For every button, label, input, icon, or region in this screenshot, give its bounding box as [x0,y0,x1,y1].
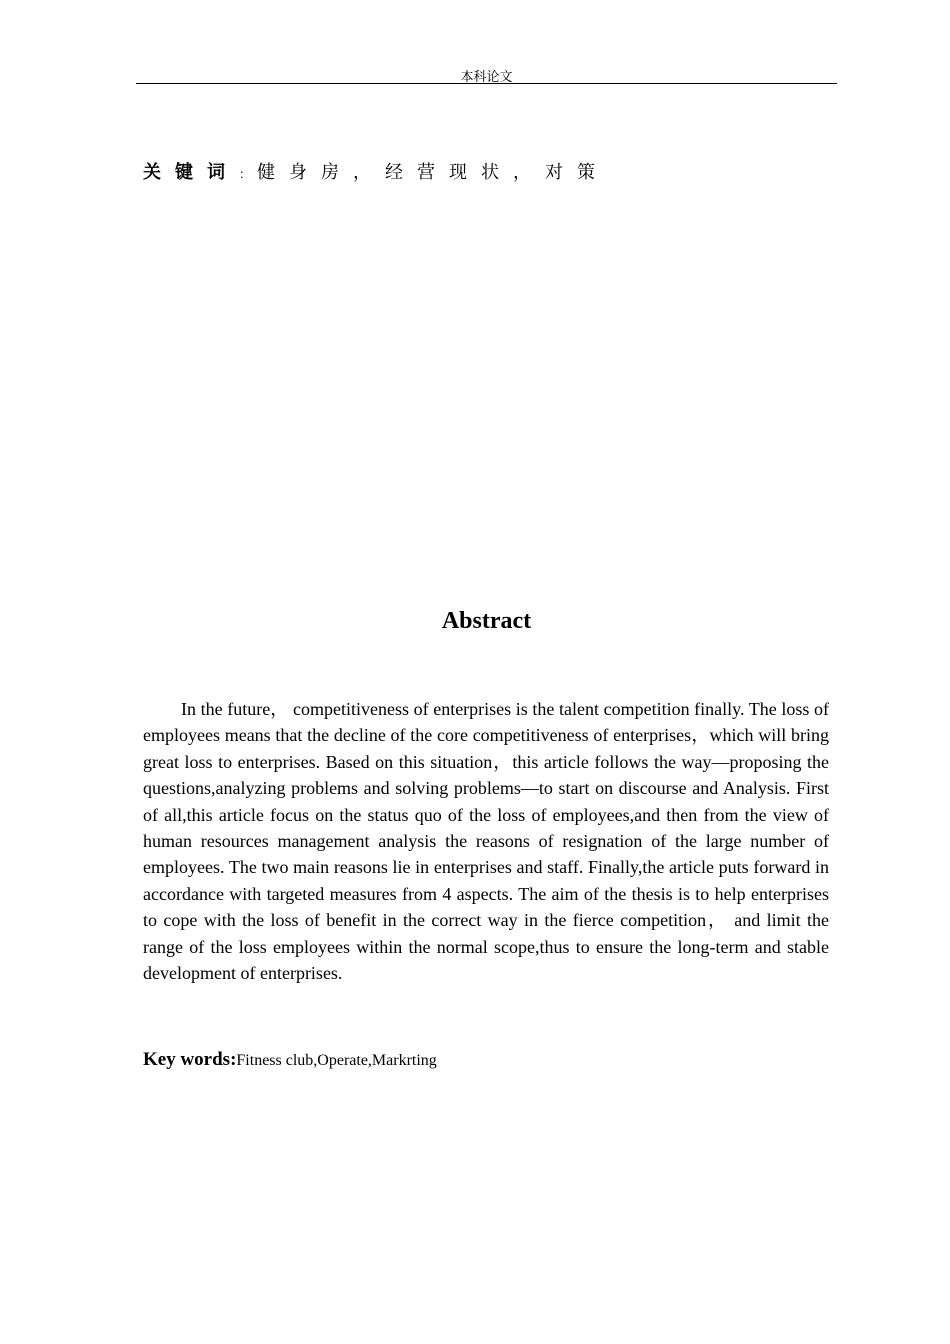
english-keywords-value: Fitness club,Operate,Markrting [236,1052,437,1069]
chinese-keywords-value: 健身房，经营现状，对策 [257,162,610,183]
english-keywords-label: Key words: [143,1049,237,1070]
header-divider [136,83,837,84]
abstract-title: Abstract [441,608,532,634]
chinese-keywords-colon: ： [239,167,258,181]
chinese-keywords [143,158,609,184]
abstract-body: In the future， competitiveness of enterprises is the talent competition finally. The loss of employees means that the decline of the core competitiveness of enterprises，which will bring great loss to enterprises. Based on this situation，this article follows the way—proposing the questions,analyzing problems and solving problems—to start on discourse and Analysis. First of all,this article focus on the status quo of the loss of employees,and then from the view of human resources management analysis the reasons of resignation of the large number of employees. The two main reasons lie in enterprises and staff. Finally,the article puts forward in accordance with targeted measures from 4 aspects. The aim of the thesis is to help enterprises to cope with the loss of benefit in the correct way in the fierce competition， and limit the range of the loss employees within the normal scope,thus to ensure the long-term and stable development of enterprises. [143,699,829,984]
english-keywords [143,1049,437,1071]
page-header-title: 本科论文 [460,70,513,85]
chinese-keywords-label: 关键词 [143,162,239,183]
